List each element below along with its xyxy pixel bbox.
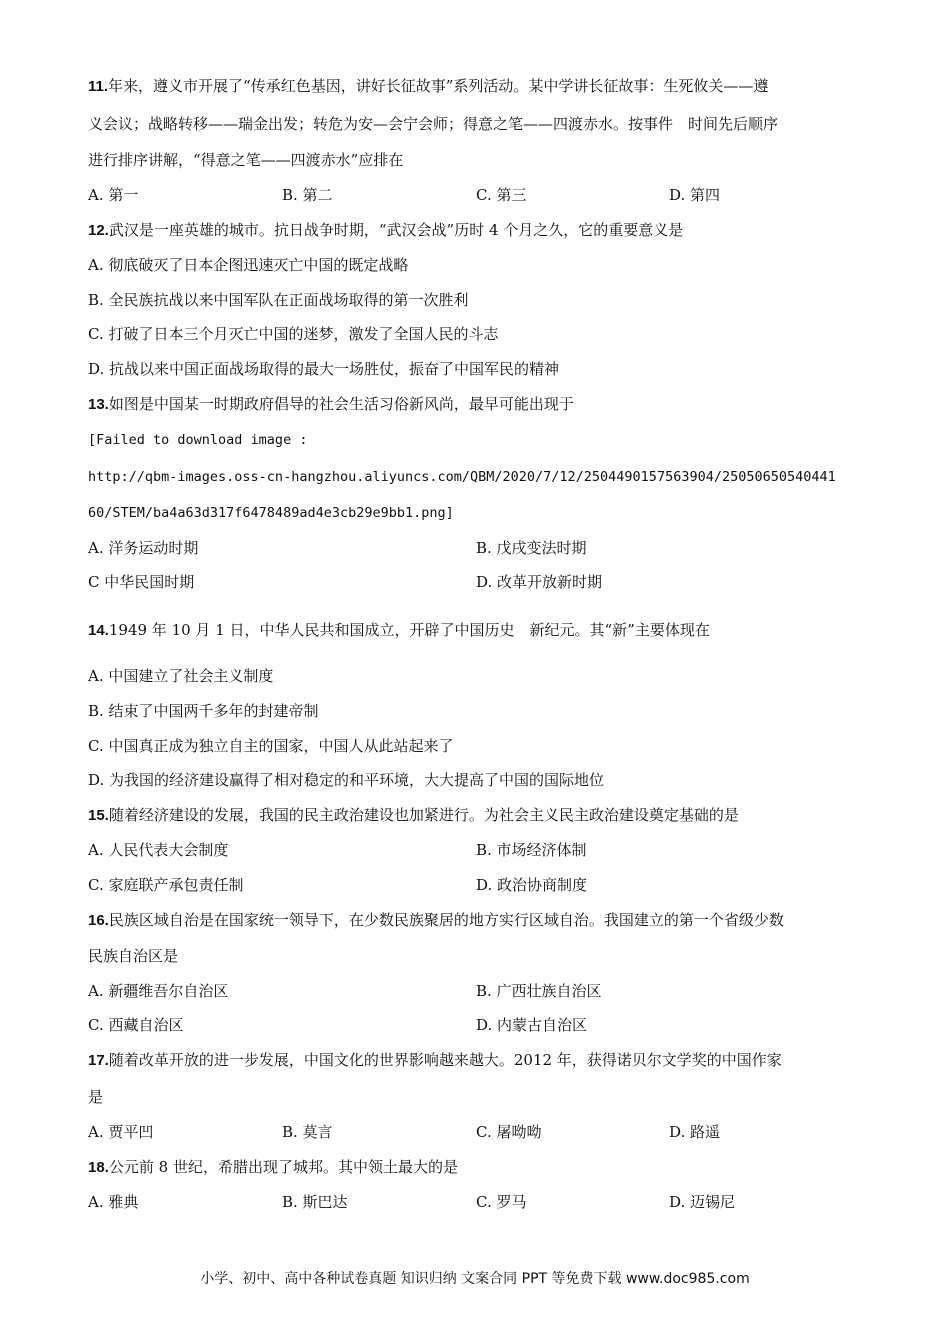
q11-option-c: C. 第三 [476, 186, 527, 204]
q11-option-b: B. 第二 [282, 186, 333, 204]
question-text: 随着经济建设的发展，我国的民主政治建设也加紧进行。为社会主义民主政治建设奠定基础的是 [108, 806, 739, 824]
question-number: 12. [88, 222, 109, 239]
question-text: 民族区域自治是在国家统一领导下，在少数民族聚居的地方实行区域自治。我国建立的第一个省级少数 [108, 911, 784, 929]
q13-option-d: D. 改革开放新时期 [476, 573, 603, 591]
q12-option-a: A. 彻底破灭了日本企图迅速灭亡中国的既定战略 [88, 256, 409, 274]
q11-option-a: A. 第一 [88, 186, 139, 204]
q12-option-b: B. 全民族抗战以来中国军队在正面战场取得的第一次胜利 [88, 291, 469, 309]
q18-option-b: B. 斯巴达 [282, 1193, 348, 1211]
q13-option-c: C 中华民国时期 [88, 573, 195, 591]
question-13-line-1 [88, 394, 574, 415]
q14-option-b: B. 结束了中国两千多年的封建帝制 [88, 702, 319, 720]
question-text: 公元前 8 世纪，希腊出现了城邦。其中领土最大的是 [108, 1158, 458, 1176]
question-text: 武汉是一座英雄的城市。抗日战争时期，“武汉会战”历时 4 个月之久，它的重要意义是 [108, 221, 684, 239]
question-17-line-2: 是 [88, 1088, 104, 1106]
q16-option-b: B. 广西壮族自治区 [476, 982, 602, 1000]
q14-option-c: C. 中国真正成为独立自主的国家，中国人从此站起来了 [88, 737, 454, 755]
q11-option-d: D. 第四 [669, 186, 721, 204]
question-17-line-1 [88, 1050, 782, 1071]
question-12-line-1 [88, 220, 683, 241]
question-text: 1949 年 10 月 1 日，中华人民共和国成立，开辟了中国历史 新纪元。其“新”主要体现在 [108, 621, 710, 639]
question-18-line-1 [88, 1157, 458, 1178]
question-number: 16. [88, 912, 109, 929]
page-footer: 小学、初中、高中各种试卷真题 知识归纳 文案合同 PPT 等免费下载 www.doc985.com [200, 1271, 750, 1287]
q14-option-d: D. 为我国的经济建设赢得了相对稳定的和平环境，大大提高了中国的国际地位 [88, 771, 605, 789]
question-15-line-1 [88, 805, 739, 826]
question-11-line-1 [88, 76, 768, 97]
failed-image-line-2: http://qbm-images.oss-cn-hangzhou.aliyuncs.com/QBM/2020/7/12/2504490157563904/25050650540441 [88, 469, 836, 485]
question-number: 14. [88, 622, 109, 639]
q12-option-c: C. 打破了日本三个月灭亡中国的迷梦，激发了全国人民的斗志 [88, 325, 499, 343]
q16-option-d: D. 内蒙古自治区 [476, 1016, 588, 1034]
q18-option-a: A. 雅典 [88, 1193, 139, 1211]
question-number: 18. [88, 1159, 109, 1176]
question-16-line-1 [88, 910, 784, 931]
q15-option-b: B. 市场经济体制 [476, 841, 587, 859]
q16-option-a: A. 新疆维吾尔自治区 [88, 982, 229, 1000]
q17-option-d: D. 路遥 [669, 1123, 721, 1141]
q14-option-a: A. 中国建立了社会主义制度 [88, 667, 274, 685]
question-11-line-3: 进行排序讲解，“得意之笔——四渡赤水”应排在 [88, 151, 404, 169]
q13-option-b: B. 戊戌变法时期 [476, 539, 587, 557]
question-14-line-1 [88, 620, 710, 641]
question-11-line-2: 义会议；战略转移——瑞金出发；转危为安—会宁会师；得意之笔——四渡赤水。按事件 时间先后顺序 [88, 115, 779, 133]
failed-image-line-1: [Failed to download image : [88, 432, 308, 448]
q18-option-d: D. 迈锡尼 [669, 1193, 736, 1211]
q18-option-c: C. 罗马 [476, 1193, 527, 1211]
question-number: 17. [88, 1052, 109, 1069]
q17-option-c: C. 屠呦呦 [476, 1123, 542, 1141]
question-number: 11. [88, 78, 109, 95]
q16-option-c: C. 西藏自治区 [88, 1016, 184, 1034]
q13-option-a: A. 洋务运动时期 [88, 539, 199, 557]
question-number: 15. [88, 807, 109, 824]
q12-option-d: D. 抗战以来中国正面战场取得的最大一场胜仗，振奋了中国军民的精神 [88, 360, 560, 378]
question-text: 如图是中国某一时期政府倡导的社会生活习俗新风尚，最早可能出现于 [108, 395, 574, 413]
question-number: 13. [88, 396, 109, 413]
q15-option-c: C. 家庭联产承包责任制 [88, 876, 244, 894]
failed-image-line-3: 60/STEM/ba4a63d317f6478489ad4e3cb29e9bb1.png] [88, 505, 454, 521]
question-text: 年来，遵义市开展了“传承红色基因，讲好长征故事”系列活动。某中学讲长征故事：生死攸关——遵 [108, 77, 769, 95]
q17-option-a: A. 贾平凹 [88, 1123, 154, 1141]
q15-option-a: A. 人民代表大会制度 [88, 841, 229, 859]
question-text: 随着改革开放的进一步发展，中国文化的世界影响越来越大。2012 年，获得诺贝尔文学奖的中国作家 [108, 1051, 782, 1069]
q15-option-d: D. 政治协商制度 [476, 876, 588, 894]
question-16-line-2: 民族自治区是 [88, 947, 179, 965]
q17-option-b: B. 莫言 [282, 1123, 333, 1141]
